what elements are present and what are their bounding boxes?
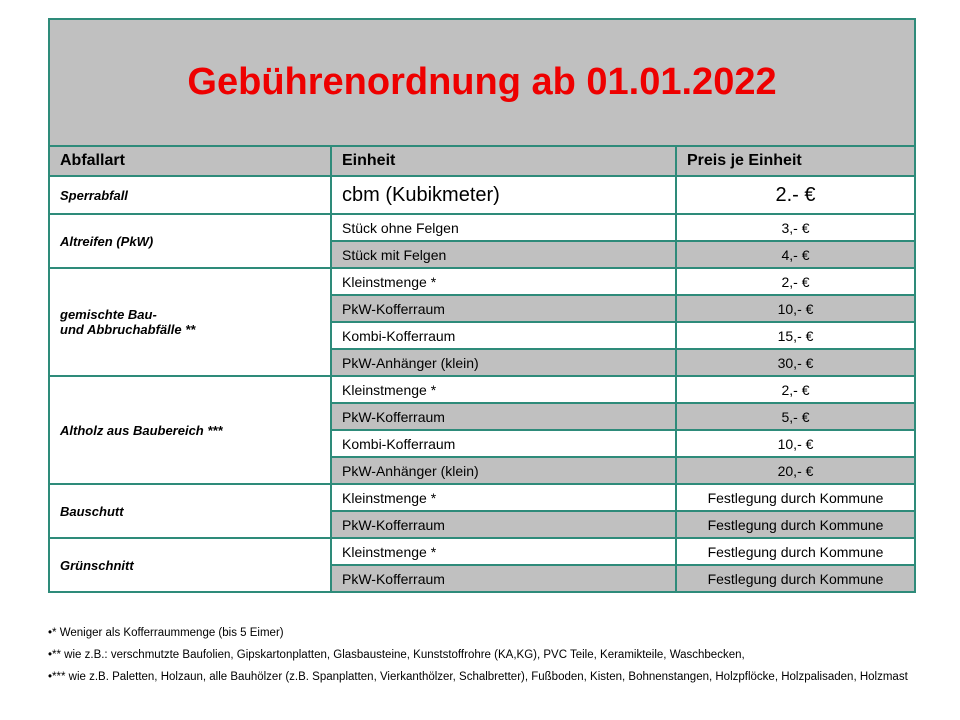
waste-category: Sperrabfall xyxy=(49,176,331,214)
unit-cell: Kleinstmenge * xyxy=(331,376,676,403)
unit-cell: Kombi-Kofferraum xyxy=(331,322,676,349)
unit-cell: PkW-Kofferraum xyxy=(331,511,676,538)
unit-cell: Stück mit Felgen xyxy=(331,241,676,268)
table-header-row xyxy=(49,146,915,176)
price-cell: 30,- € xyxy=(676,349,915,376)
price-cell: 4,- € xyxy=(676,241,915,268)
unit-cell: PkW-Anhänger (klein) xyxy=(331,349,676,376)
footnote: •*** wie z.B. Paletten, Holzaun, alle Bauhölzer (z.B. Spanplatten, Vierkanthölzer, Schalbretter), Fußboden, Kisten, Bohnenstangen, Holzpflöcke, Holzpalisaden, Holzmast xyxy=(48,671,908,683)
waste-category xyxy=(49,376,331,484)
waste-category xyxy=(49,268,331,376)
page-title: Gebührenordnung ab 01.01.2022 xyxy=(49,19,915,146)
unit-cell: Kombi-Kofferraum xyxy=(331,430,676,457)
price-cell: 3,- € xyxy=(676,214,915,241)
fee-table-container xyxy=(48,18,914,593)
table-row xyxy=(49,484,915,511)
waste-category xyxy=(49,214,331,268)
price-cell: Festlegung durch Kommune xyxy=(676,538,915,565)
column-header-price: Preis je Einheit xyxy=(676,146,915,176)
waste-category xyxy=(49,538,331,592)
unit-cell: Kleinstmenge * xyxy=(331,484,676,511)
waste-category-line: und Abbruchabfälle ** xyxy=(60,322,196,337)
table-row-sperrabfall xyxy=(49,176,915,214)
waste-category xyxy=(49,484,331,538)
column-header-waste-type: Abfallart xyxy=(49,146,331,176)
price-cell: 20,- € xyxy=(676,457,915,484)
price-cell: 2,- € xyxy=(676,268,915,295)
unit-cell: PkW-Kofferraum xyxy=(331,565,676,592)
footnote: •* Weniger als Kofferraummenge (bis 5 Eimer) xyxy=(48,627,284,639)
waste-category-line: Altholz aus Baubereich *** xyxy=(60,422,223,438)
price-cell: Festlegung durch Kommune xyxy=(676,565,915,592)
waste-category-line: Altreifen (PkW) xyxy=(60,233,154,249)
waste-category-line: gemischte Bau- xyxy=(60,307,157,322)
unit-cell: PkW-Kofferraum xyxy=(331,403,676,430)
footnote: •** wie z.B.: verschmutzte Baufolien, Gipskartonplatten, Glasbausteine, Kunststoffrohre (KA,KG), PVC Teile, Keramikteile, Waschbecken, xyxy=(48,649,745,661)
table-row xyxy=(49,376,915,403)
waste-category-line: Grünschnitt xyxy=(60,557,134,573)
unit-cell: Kleinstmenge * xyxy=(331,538,676,565)
unit-cell: cbm (Kubikmeter) xyxy=(331,176,676,214)
price-cell: 2.- € xyxy=(676,176,915,214)
unit-cell: PkW-Kofferraum xyxy=(331,295,676,322)
table-row xyxy=(49,538,915,565)
table-row xyxy=(49,214,915,241)
price-cell: 10,- € xyxy=(676,430,915,457)
price-cell: Festlegung durch Kommune xyxy=(676,484,915,511)
price-cell: 5,- € xyxy=(676,403,915,430)
price-cell: 15,- € xyxy=(676,322,915,349)
unit-cell: Kleinstmenge * xyxy=(331,268,676,295)
price-cell: Festlegung durch Kommune xyxy=(676,511,915,538)
column-header-unit: Einheit xyxy=(331,146,676,176)
waste-category-line: Bauschutt xyxy=(60,503,124,519)
fee-table xyxy=(48,18,916,593)
unit-cell: PkW-Anhänger (klein) xyxy=(331,457,676,484)
table-row xyxy=(49,268,915,295)
price-cell: 10,- € xyxy=(676,295,915,322)
price-cell: 2,- € xyxy=(676,376,915,403)
footnotes xyxy=(48,625,918,691)
unit-cell: Stück ohne Felgen xyxy=(331,214,676,241)
